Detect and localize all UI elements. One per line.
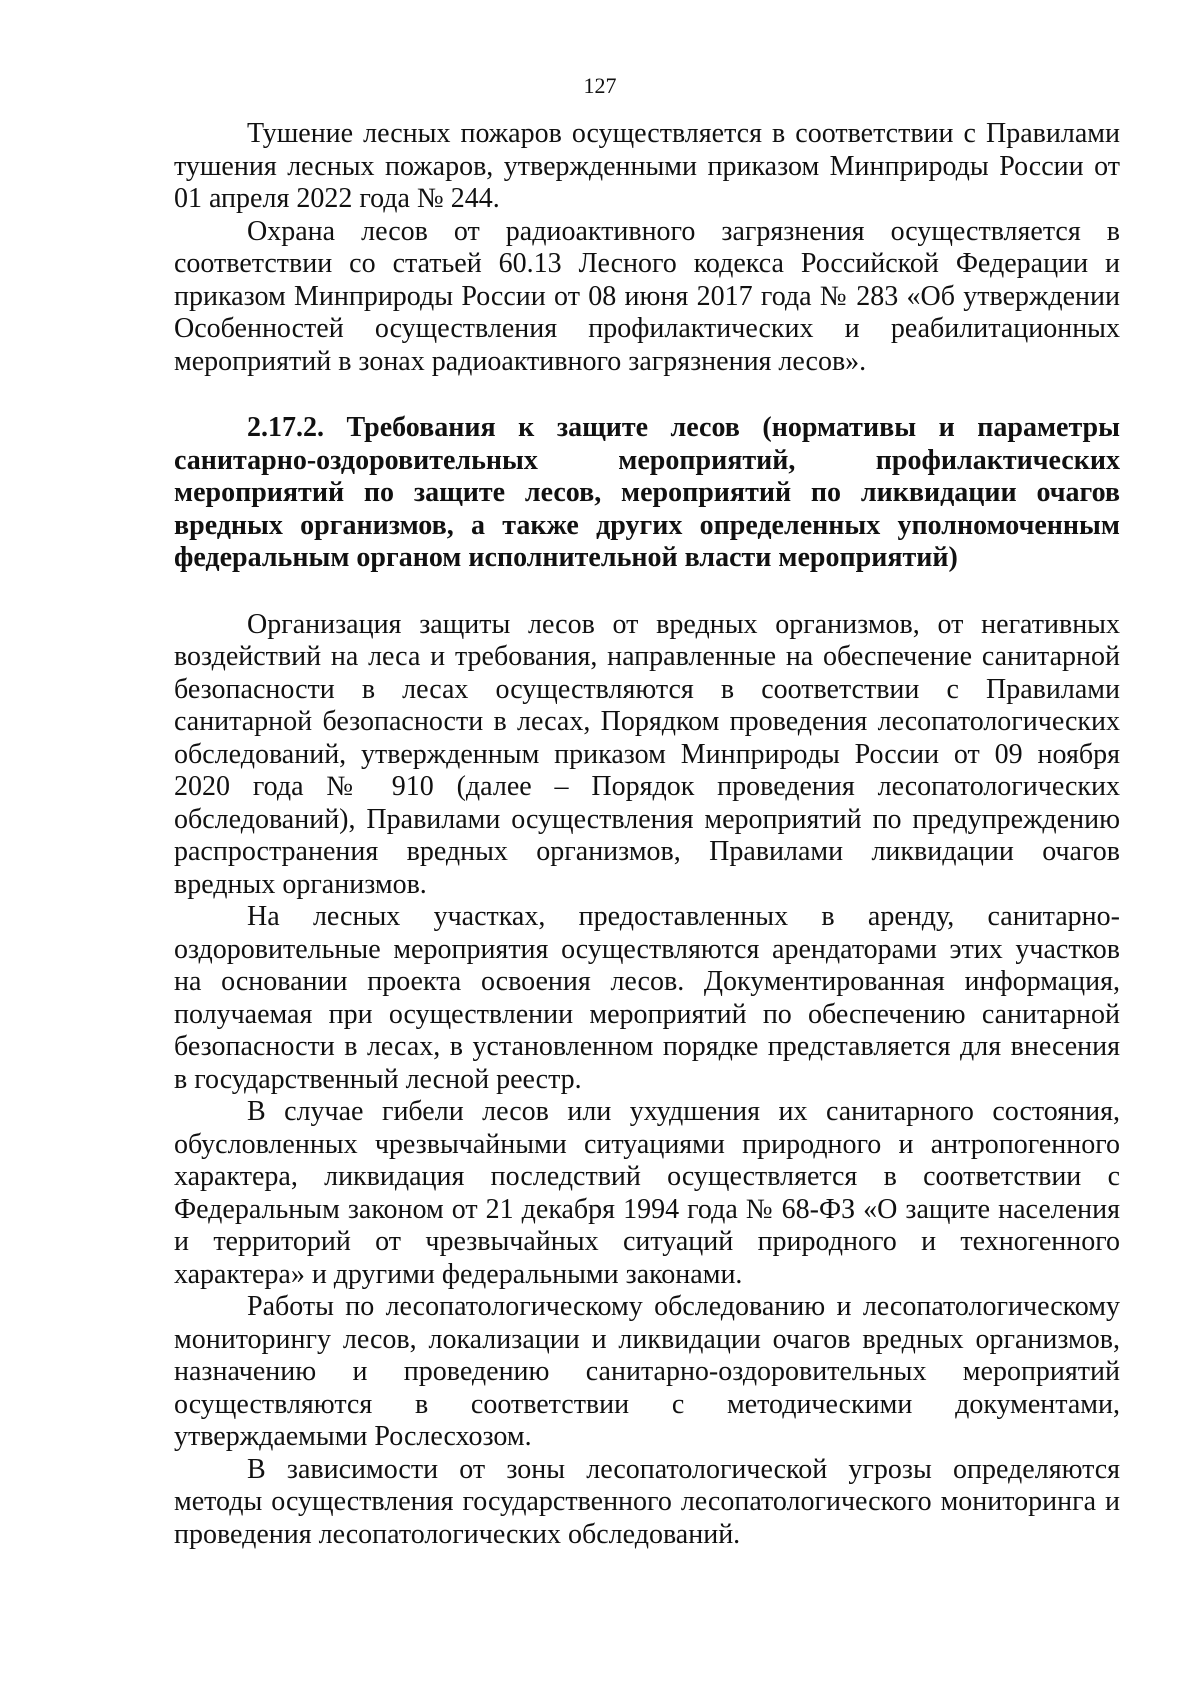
paragraph-leased-plots: На лесных участках, предоставленных в аренду, санитарно-оздоровительные мероприятия осуществляются арендаторами этих участков на основании проекта освоения лесов. Документированная информация, получаемая при осуществлении мероприятий по обеспечению санитарной безопасности в лесах, в установленном порядке представляется для внесения в государственный лесной реестр. — [174, 901, 1120, 1095]
page-number: 127 — [583, 73, 617, 98]
section-heading: 2.17.2. Требования к защите лесов (нормативы и параметры санитарно-оздоровительных мероприятий, профилактических мероприятий по защите лесов, мероприятий по ликвидации очагов вредных организмов, а также других определенных уполномоченным федеральным органом исполнительной власти мероприятий) — [174, 412, 1120, 573]
paragraph-fire-suppression: Тушение лесных пожаров осуществляется в соответствии с Правилами тушения лесных пожаров, утвержденными приказом Минприроды России от 01 апреля 2022 года № 244. — [174, 118, 1120, 214]
document-body — [174, 118, 1120, 1551]
paragraph-radioactive-protection: Охрана лесов от радиоактивного загрязнения осуществляется в соответствии со статьей 60.13 Лесного кодекса Российской Федерации и приказом Минприроды России от 08 июня 2017 года № 283 «Об утверждении Особенностей осуществления профилактических и реабилитационных мероприятий в зонах радиоактивного загрязнения лесов». — [174, 215, 1120, 377]
paragraph-monitoring-works: Работы по лесопатологическому обследованию и лесопатологическому мониторингу лесов, локализации и ликвидации очагов вредных организмов, назначению и проведению санитарно-оздоровительных мероприятий осуществляются в соответствии с методическими документами, утверждаемыми Рослесхозом. — [174, 1291, 1120, 1452]
paragraph-emergency-situations: В случае гибели лесов или ухудшения их санитарного состояния, обусловленных чрезвычайными ситуациями природного и антропогенного характера, ликвидация последствий осуществляется в соответствии с Федеральным законом от 21 декабря 1994 года № 68-ФЗ «О защите населения и территорий от чрезвычайных ситуаций природного и техногенного характера» и другими федеральными законами. — [174, 1096, 1120, 1290]
paragraph-threat-zones: В зависимости от зоны лесопатологической угрозы определяются методы осуществления государственного лесопатологического мониторинга и проведения лесопатологических обследований. — [174, 1453, 1120, 1550]
paragraph-forest-protection-organization: Организация защиты лесов от вредных организмов, от негативных воздействий на леса и требования, направленные на обеспечение санитарной безопасности в лесах осуществляются в соответствии с Правилами санитарной безопасности в лесах, Порядком проведения лесопатологических обследований, утвержденным приказом Минприроды России от 09 ноября 2020 года № 910 (далее – Порядок проведения лесопатологических обследований), Правилами осуществления мероприятий по предупреждению распространения вредных организмов, Правилами ликвидации очагов вредных организмов. — [174, 608, 1120, 900]
